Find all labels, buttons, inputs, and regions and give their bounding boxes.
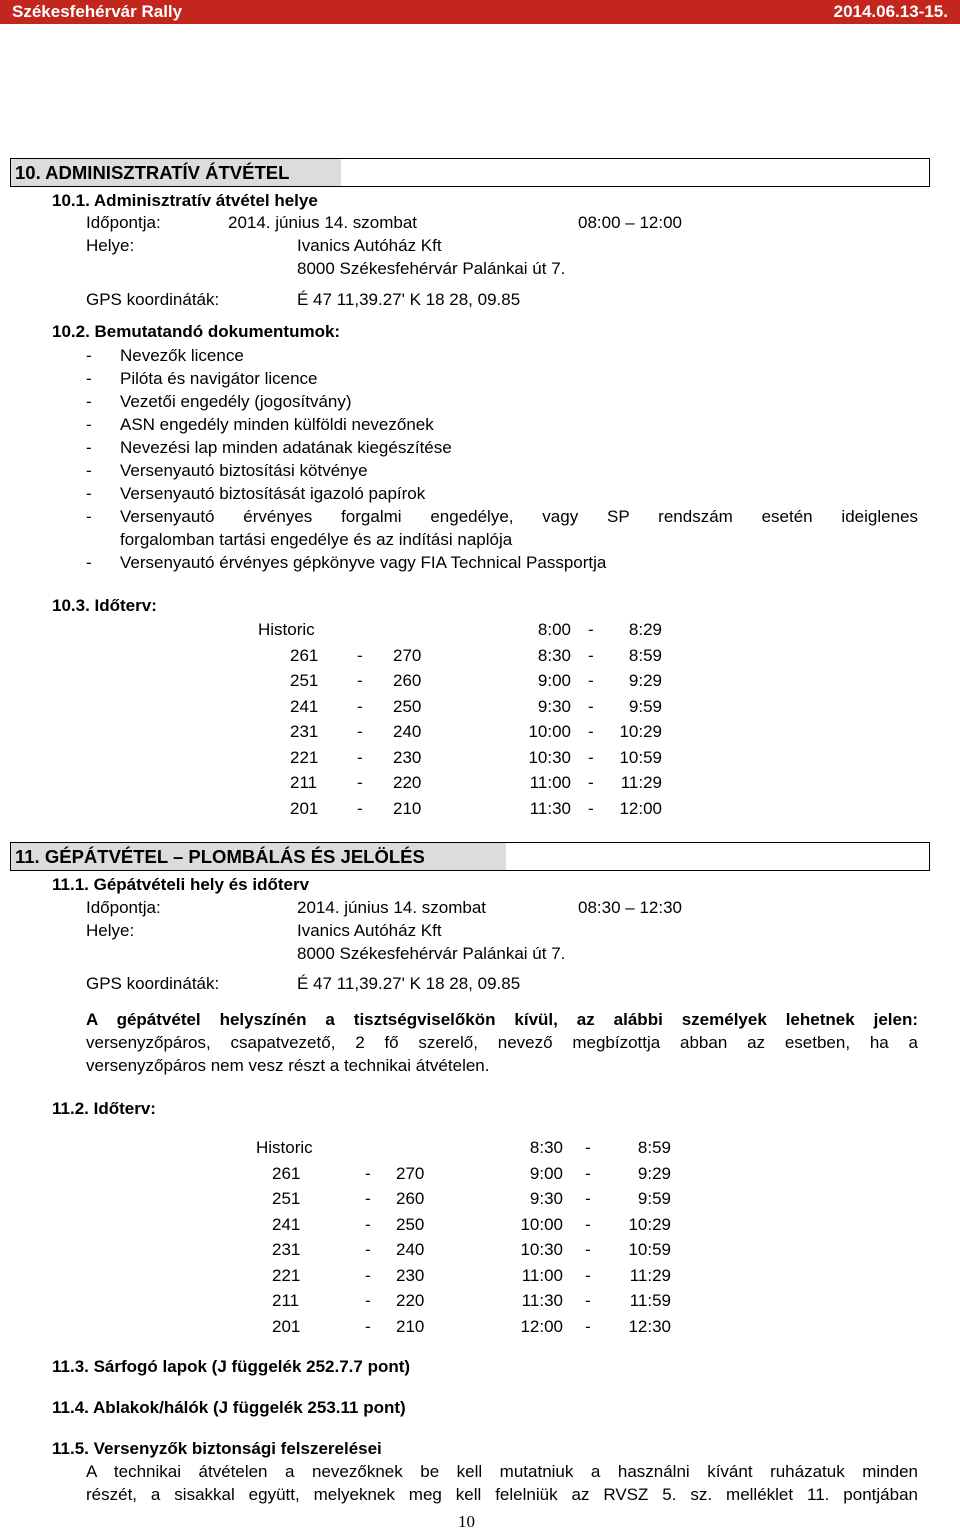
schedule-cell-d: - xyxy=(357,747,363,767)
schedule-cell-t2: 9:29 xyxy=(628,671,662,690)
schedule-cell-t1: 10:00 xyxy=(520,1214,563,1234)
list-bullet: - xyxy=(86,438,92,457)
schedule-cell-t1: 9:00 xyxy=(537,671,571,690)
schedule-cell-a: 251 xyxy=(272,1189,301,1208)
schedule-cell-t2: 9:59 xyxy=(637,1189,671,1208)
place-label: Helye: xyxy=(86,236,135,255)
schedule-cell-d: - xyxy=(357,798,363,818)
schedule-cell-t1: 8:30 xyxy=(537,645,571,665)
schedule-cell-d: - xyxy=(365,1240,371,1259)
schedule-cell-a: Historic xyxy=(258,620,315,639)
schedule-cell-t1: 8:00 xyxy=(537,620,571,639)
time-separator: - xyxy=(588,645,594,665)
schedule-cell-b: 220 xyxy=(396,1291,425,1310)
schedule-cell-a: 231 xyxy=(290,722,319,741)
schedule-cell-a: 251 xyxy=(290,671,319,690)
section-bar-tail xyxy=(341,158,930,187)
schedule-cell-d: - xyxy=(357,645,363,665)
time-label: Időpontja: xyxy=(86,898,161,917)
schedule-cell-d: - xyxy=(365,1316,371,1336)
time-separator: - xyxy=(588,696,594,716)
time-separator: - xyxy=(585,1163,591,1183)
place-name: Ivanics Autóház Kft xyxy=(297,921,442,940)
schedule-cell-t2: 9:59 xyxy=(628,696,662,716)
list-item: Nevezők licence xyxy=(120,346,244,365)
time-separator: - xyxy=(585,1214,591,1234)
schedule-cell-t1: 8:30 xyxy=(529,1138,563,1157)
schedule-cell-a: 221 xyxy=(290,747,319,767)
schedule-cell-a: 261 xyxy=(272,1163,301,1183)
page-header xyxy=(0,0,960,24)
schedule-cell-b: 240 xyxy=(396,1240,425,1259)
schedule-cell-t1: 10:30 xyxy=(520,1240,563,1259)
place-name: Ivanics Autóház Kft xyxy=(297,236,442,255)
schedule-cell-b: 260 xyxy=(393,671,422,690)
gps-label: GPS koordináták: xyxy=(86,974,220,993)
schedule-cell-t1: 12:00 xyxy=(520,1316,563,1336)
sub-10-2-heading: 10.2. Bemutatandó dokumentumok: xyxy=(52,322,341,341)
attendance-para-line2: versenyzőpáros nem vesz részt a technikai átvételen. xyxy=(86,1056,490,1075)
schedule-cell-a: 231 xyxy=(272,1240,301,1259)
schedule-cell-t1: 11:00 xyxy=(521,1265,563,1285)
page-number: 10 xyxy=(458,1512,475,1531)
time-separator: - xyxy=(585,1316,591,1336)
schedule-cell-t2: 9:29 xyxy=(637,1163,671,1183)
section-10-title: 10. ADMINISZTRATÍV ÁTVÉTEL xyxy=(15,162,290,183)
sub-11-2-heading: 11.2. Időterv: xyxy=(52,1099,156,1118)
time-separator: - xyxy=(585,1291,591,1310)
gps-value: É 47 11,39.27' K 18 28, 09.85 xyxy=(297,290,521,309)
schedule-cell-t2: 11:59 xyxy=(629,1291,671,1310)
schedule-cell-a: 201 xyxy=(290,798,319,818)
place-address: 8000 Székesfehérvár Palánkai út 7. xyxy=(297,259,566,278)
schedule-cell-b: 240 xyxy=(393,722,422,741)
schedule-cell-t1: 11:00 xyxy=(529,773,571,792)
equipment-para-line1: A technikai átvételen a nevezőknek be kell mutatniuk a használni kívánt ruházatuk minden xyxy=(86,1462,918,1481)
schedule-cell-t2: 11:29 xyxy=(629,1265,671,1285)
place-address: 8000 Székesfehérvár Palánkai út 7. xyxy=(297,944,566,963)
schedule-cell-a: 201 xyxy=(272,1316,301,1336)
schedule-cell-a: 211 xyxy=(290,773,318,792)
schedule-cell-a: 261 xyxy=(290,645,319,665)
schedule-cell-t1: 10:00 xyxy=(528,722,571,741)
schedule-cell-t1: 11:30 xyxy=(529,798,571,818)
section-bar-tail xyxy=(506,842,930,871)
schedule-cell-t2: 10:59 xyxy=(628,1240,671,1259)
header-date: 2014.06.13-15. xyxy=(833,2,948,21)
time-separator: - xyxy=(588,620,594,639)
header-title: Székesfehérvár Rally xyxy=(12,2,183,21)
hours-value: 08:00 – 12:00 xyxy=(578,213,682,232)
sub-11-4-heading: 11.4. Ablakok/hálók (J függelék 253.11 pont) xyxy=(52,1398,406,1417)
schedule-cell-b: 210 xyxy=(393,798,422,818)
list-item: ASN engedély minden külföldi nevezőnek xyxy=(120,415,434,434)
schedule-cell-a: 241 xyxy=(272,1214,301,1234)
schedule-cell-b: 230 xyxy=(396,1265,425,1285)
schedule-cell-d: - xyxy=(357,696,363,716)
list-bullet: - xyxy=(86,461,92,480)
schedule-cell-b: 270 xyxy=(393,645,422,665)
date-value: 2014. június 14. szombat xyxy=(297,898,487,917)
list-item: Vezetői engedély (jogosítvány) xyxy=(120,392,352,411)
schedule-cell-t2: 12:00 xyxy=(619,798,662,818)
time-separator: - xyxy=(588,671,594,690)
schedule-cell-d: - xyxy=(365,1265,371,1285)
schedule-cell-t1: 9:30 xyxy=(529,1189,563,1208)
sub-11-1-heading: 11.1. Gépátvételi hely és időterv xyxy=(52,875,310,894)
attendance-bold-para: A gépátvétel helyszínén a tisztségviselőkön kívül, az alábbi személyek lehetnek jelen: xyxy=(86,1010,918,1029)
sub-10-1-heading: 10.1. Adminisztratív átvétel helye xyxy=(52,191,318,210)
schedule-cell-t2: 10:29 xyxy=(628,1214,671,1234)
schedule-cell-a: Historic xyxy=(256,1138,313,1157)
list-bullet: - xyxy=(86,346,92,365)
time-separator: - xyxy=(588,798,594,818)
schedule-cell-a: 221 xyxy=(272,1265,301,1285)
time-label: Időpontja: xyxy=(86,213,161,232)
section-10-bar xyxy=(10,158,930,187)
schedule-cell-d: - xyxy=(357,773,363,792)
list-bullet: - xyxy=(86,553,92,572)
schedule-cell-b: 250 xyxy=(396,1214,425,1234)
list-bullet: - xyxy=(86,484,92,503)
schedule-cell-t1: 9:00 xyxy=(529,1163,563,1183)
date-value: 2014. június 14. szombat xyxy=(228,213,418,232)
schedule-cell-t2: 12:30 xyxy=(628,1316,671,1336)
sub-11-3-heading: 11.3. Sárfogó lapok (J függelék 252.7.7 pont) xyxy=(52,1357,411,1376)
schedule-cell-t2: 8:59 xyxy=(628,645,662,665)
time-separator: - xyxy=(588,747,594,767)
list-item: Pilóta és navigátor licence xyxy=(120,369,318,388)
sub-10-3-heading: 10.3. Időterv: xyxy=(52,596,157,615)
schedule-cell-d: - xyxy=(357,722,363,741)
list-item: Versenyautó biztosítási kötvénye xyxy=(120,461,368,480)
list-bullet: - xyxy=(86,507,92,526)
equipment-para-line2: részét, a sisakkal együtt, melyeknek meg kell felelniük az RVSZ 5. sz. melléklet 11. pontjában xyxy=(86,1485,918,1504)
schedule-cell-t1: 9:30 xyxy=(537,696,571,716)
hours-value: 08:30 – 12:30 xyxy=(578,898,682,917)
section-11-bar xyxy=(10,842,930,871)
time-separator: - xyxy=(588,722,594,741)
list-bullet: - xyxy=(86,415,92,434)
schedule-cell-a: 211 xyxy=(272,1291,300,1310)
schedule-cell-t1: 11:30 xyxy=(521,1291,563,1310)
schedule-cell-t2: 8:59 xyxy=(637,1138,671,1157)
sub-11-5-heading: 11.5. Versenyzők biztonsági felszerelései xyxy=(52,1439,382,1458)
list-item: Nevezési lap minden adatának kiegészítése xyxy=(120,438,452,457)
schedule-cell-d: - xyxy=(365,1189,371,1208)
list-item: forgalomban tartási engedélye és az indítási naplója xyxy=(120,530,513,549)
time-separator: - xyxy=(585,1138,591,1157)
schedule-cell-d: - xyxy=(365,1214,371,1234)
list-item: Versenyautó biztosítását igazoló papírok xyxy=(120,484,426,503)
schedule-cell-t2: 11:29 xyxy=(620,773,662,792)
time-separator: - xyxy=(588,773,594,792)
gps-value: É 47 11,39.27' K 18 28, 09.85 xyxy=(297,974,521,993)
time-separator: - xyxy=(585,1265,591,1285)
list-item: Versenyautó érvényes gépkönyve vagy FIA Technical Passportja xyxy=(120,553,607,572)
place-label: Helye: xyxy=(86,921,135,940)
time-separator: - xyxy=(585,1240,591,1259)
schedule-cell-b: 250 xyxy=(393,696,422,716)
schedule-cell-t2: 10:29 xyxy=(619,722,662,741)
list-bullet: - xyxy=(86,369,92,388)
schedule-cell-t2: 10:59 xyxy=(619,747,662,767)
schedule-cell-b: 230 xyxy=(393,747,422,767)
list-bullet: - xyxy=(86,392,92,411)
time-separator: - xyxy=(585,1189,591,1208)
section-11-title: 11. GÉPÁTVÉTEL – PLOMBÁLÁS ÉS JELÖLÉS xyxy=(15,846,425,867)
schedule-cell-d: - xyxy=(357,671,363,690)
attendance-para-line1: versenyzőpáros, csapatvezető, 2 fő szerelő, nevező megbízottja abban az esetben, ha a xyxy=(86,1033,918,1052)
schedule-cell-t1: 10:30 xyxy=(528,747,571,767)
schedule-cell-b: 220 xyxy=(393,773,422,792)
schedule-cell-a: 241 xyxy=(290,696,319,716)
schedule-cell-d: - xyxy=(365,1291,371,1310)
schedule-cell-b: 270 xyxy=(396,1163,425,1183)
gps-label: GPS koordináták: xyxy=(86,290,220,309)
schedule-cell-b: 260 xyxy=(396,1189,425,1208)
schedule-cell-t2: 8:29 xyxy=(628,620,662,639)
schedule-cell-d: - xyxy=(365,1163,371,1183)
schedule-cell-b: 210 xyxy=(396,1316,425,1336)
list-item: Versenyautó érvényes forgalmi engedélye, vagy SP rendszám esetén ideiglenes xyxy=(120,507,918,526)
